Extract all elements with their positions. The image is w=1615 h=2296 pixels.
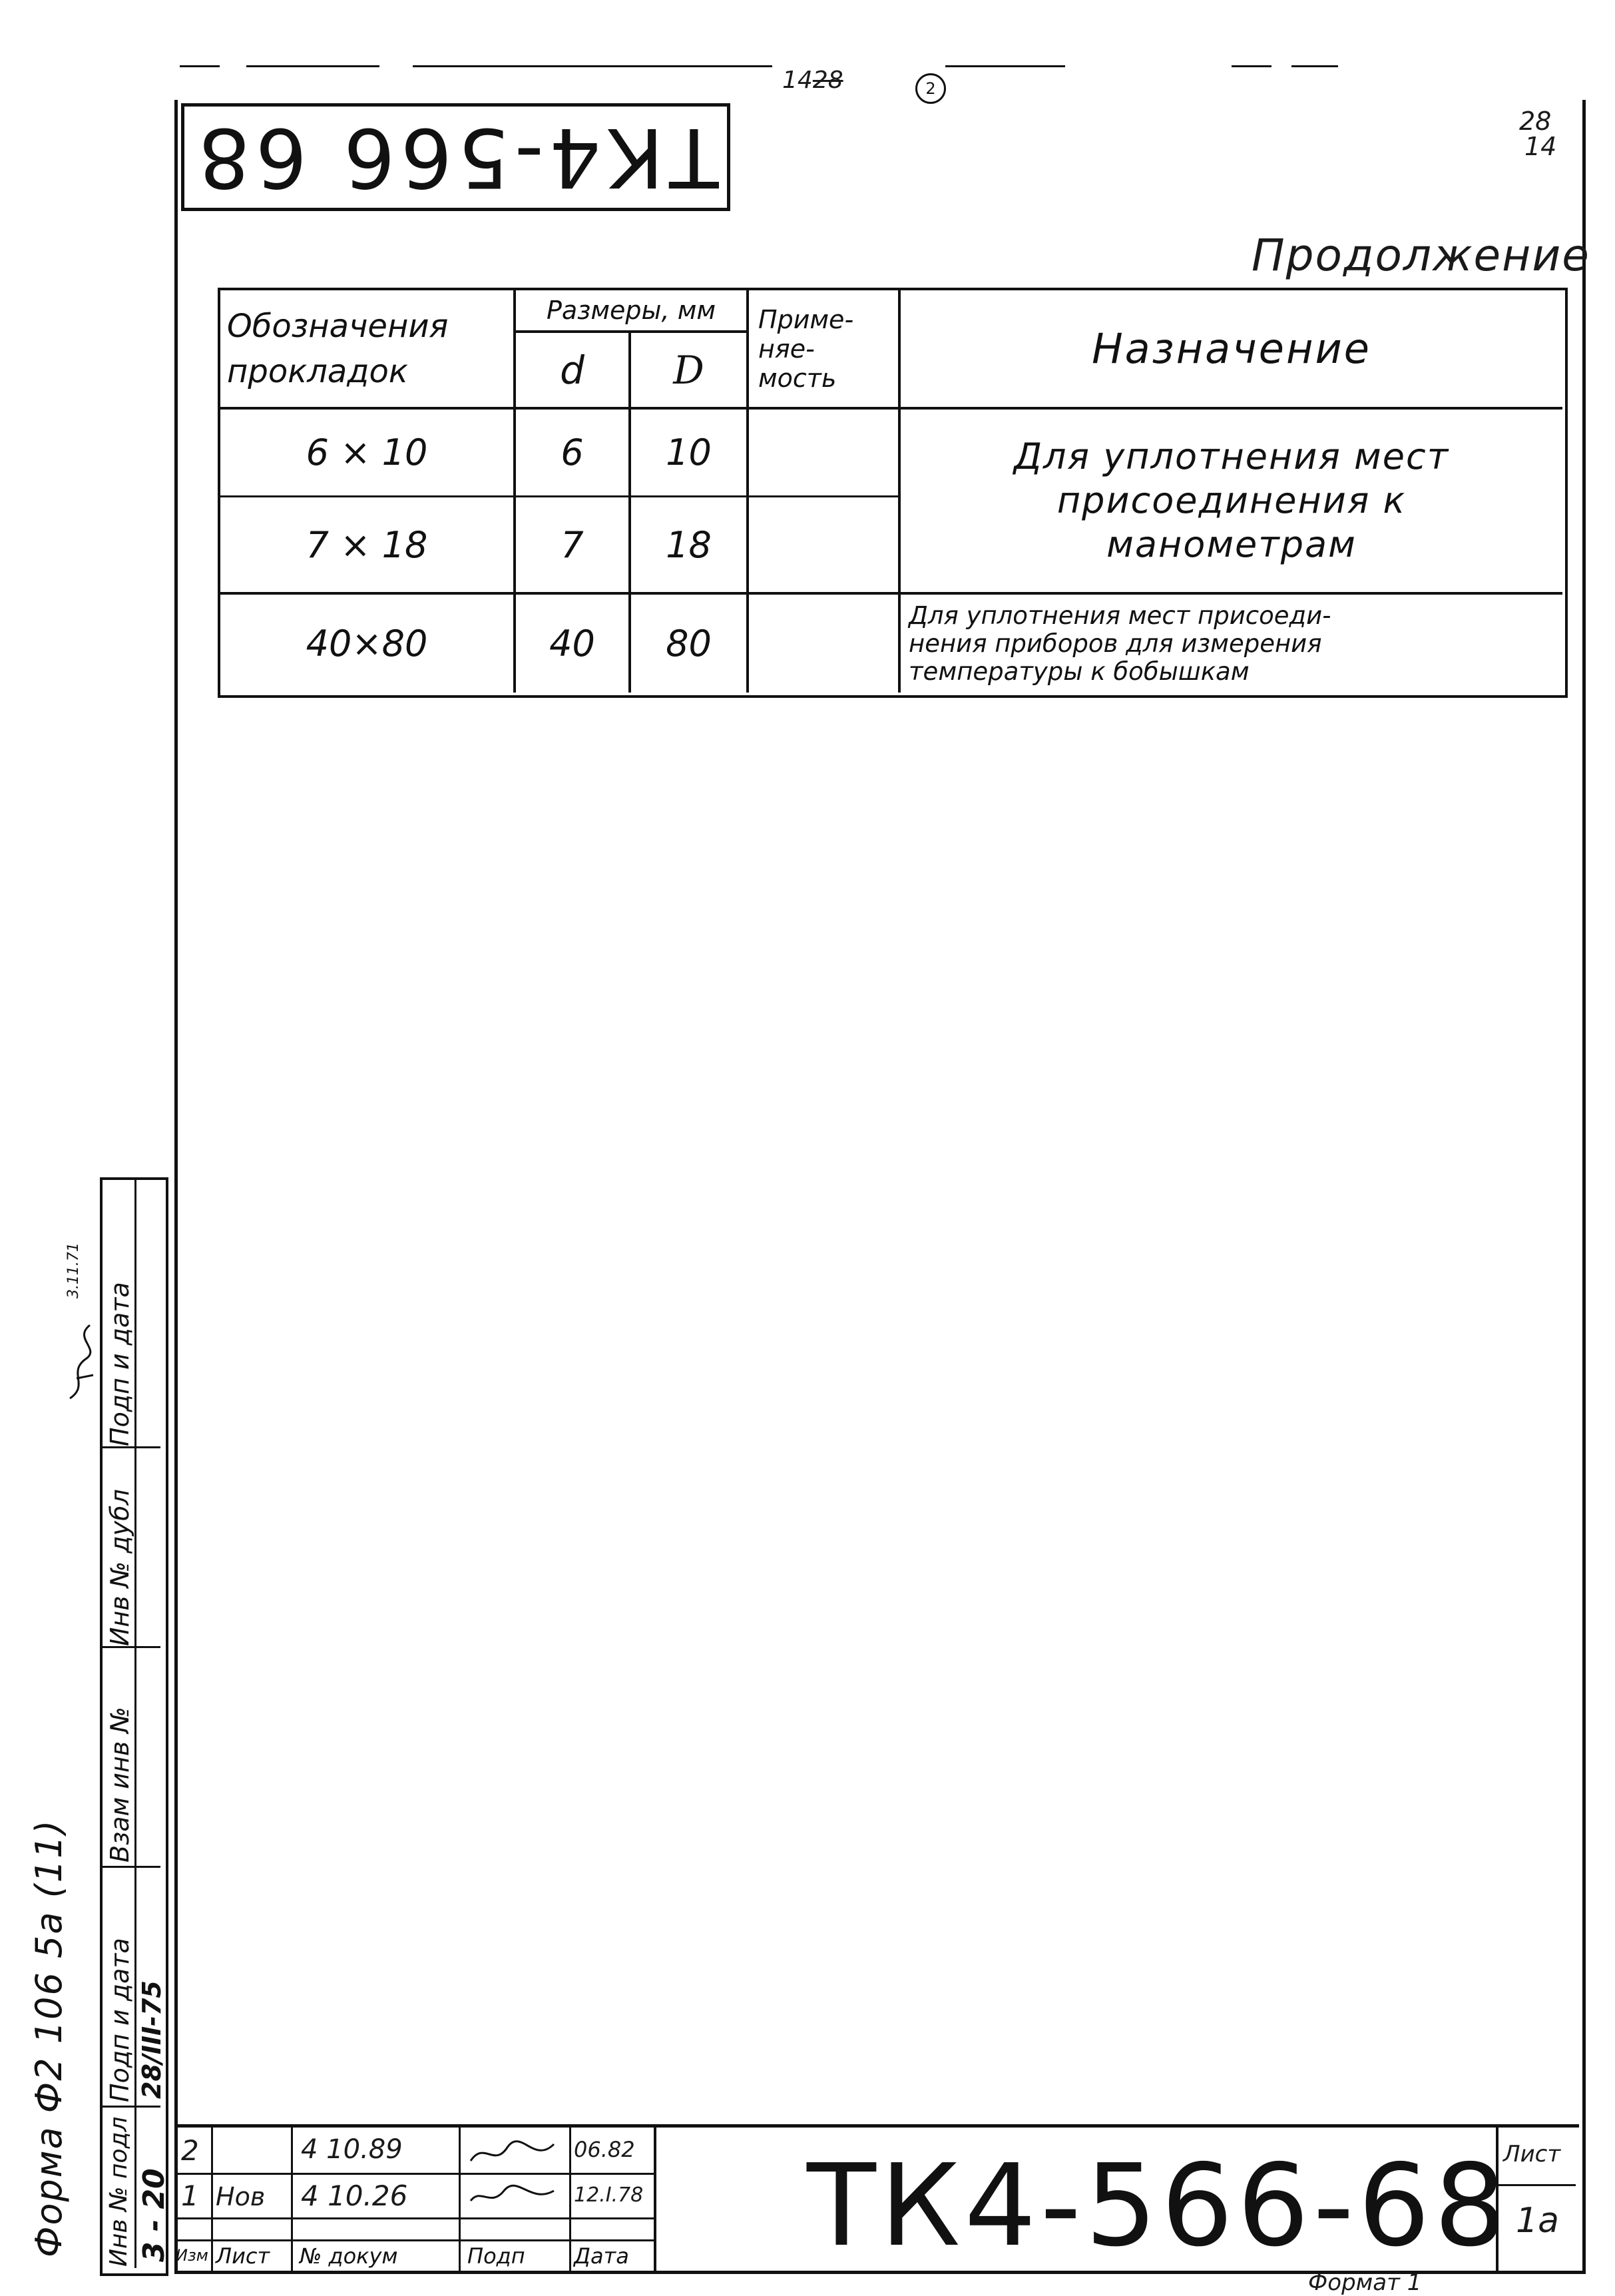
corner-number-top: 28 [1519, 107, 1552, 136]
title-block [174, 2124, 1579, 2274]
header-sizes: Размеры, мм [546, 296, 716, 325]
col-label-date: Дата [574, 2243, 629, 2269]
side-label-orig-inv: Инв № подл [105, 2116, 132, 2267]
side-date-value: 28/III-75 [137, 1980, 166, 2099]
col-label-sign: Подп [467, 2243, 525, 2269]
header-applicability-line3: мость [758, 363, 837, 393]
side-signature-date: 3.11.71 [65, 1243, 82, 1298]
side-label-dup-inv: Инв № дубл [105, 1489, 134, 1646]
row1-d: 6 [561, 431, 584, 473]
side-label-subst-sig: Подп и дата [105, 1282, 134, 1446]
purpose-2-line1: Для уплотнения мест присоеди- [909, 601, 1331, 630]
row1-designation: 6 × 10 [306, 431, 428, 473]
header-designation-line2: прокладок [227, 352, 408, 390]
rev1-signature [467, 2177, 561, 2214]
rev1-list: Нов [216, 2182, 266, 2211]
rev1-date: 12.I.78 [574, 2183, 644, 2207]
col-label-izm: Изм [176, 2246, 208, 2265]
purpose-2 [901, 595, 1570, 693]
rotated-code-stamp [181, 103, 730, 211]
sheet-value: 1а [1516, 2201, 1559, 2241]
continuation-label: Продолжение [1252, 230, 1590, 281]
purpose-2-line3: температуры к бобышкам [909, 657, 1250, 686]
row3-d: 40 [549, 623, 595, 665]
rev1-doc: 4 10.26 [301, 2179, 408, 2212]
sheet-label: Лист [1503, 2141, 1561, 2167]
rev2-date: 06.82 [574, 2137, 635, 2162]
rev2-signature [467, 2134, 561, 2171]
header-purpose: Назначение [1092, 324, 1371, 373]
top-number-struck: 28 [812, 67, 843, 94]
header-designation-line1: Обозначения [227, 307, 449, 345]
rotated-code: ТК4-566 68 [192, 110, 719, 204]
purpose-1-line1: Для уплотнения мест [1013, 435, 1450, 477]
side-label-orig-sig: Подп и дата [105, 1938, 134, 2102]
gasket-spec-table [218, 288, 1568, 698]
purpose-1-line3: манометрам [1106, 523, 1357, 565]
document-code: ТК4-566-68 [807, 2140, 1510, 2272]
corner-number-bottom: 14 [1524, 132, 1557, 161]
header-d: d [560, 347, 584, 393]
top-number: 14 [782, 67, 813, 94]
header-designation [220, 290, 520, 407]
handwritten-signature [63, 1312, 103, 1405]
purpose-2-line2: нения приборов для измерения [909, 629, 1322, 658]
row1-D: 10 [666, 431, 712, 473]
side-inv-value: 3 - 20 [137, 2168, 171, 2262]
header-D: D [673, 347, 704, 393]
top-sheet-number [782, 67, 843, 94]
header-applicability-line2: няе- [758, 334, 815, 364]
row2-D: 18 [666, 523, 712, 566]
top-circle-text: 2 [925, 79, 936, 98]
header-applicability [749, 290, 907, 407]
row3-designation: 40×80 [306, 623, 428, 665]
row2-d: 7 [561, 523, 584, 566]
header-applicability-line1: Приме- [758, 304, 854, 334]
rev2-izm: 2 [181, 2134, 199, 2167]
col-label-doc: № докум [300, 2243, 398, 2269]
rev1-izm: 1 [181, 2179, 199, 2212]
col-label-list: Лист [216, 2243, 270, 2269]
form-label: Форма Ф2 106 5а (11) [28, 1819, 70, 2257]
format-label: Формат 1 [1308, 2269, 1422, 2296]
purpose-1 [901, 410, 1562, 592]
side-approval-strip [100, 1177, 171, 2276]
row2-designation: 7 × 18 [306, 523, 428, 566]
rev2-doc: 4 10.89 [301, 2134, 403, 2165]
purpose-1-line2: присоединения к [1056, 479, 1407, 521]
side-label-repl-inv: Взам инв № [105, 1707, 134, 1863]
row3-D: 80 [666, 623, 712, 665]
